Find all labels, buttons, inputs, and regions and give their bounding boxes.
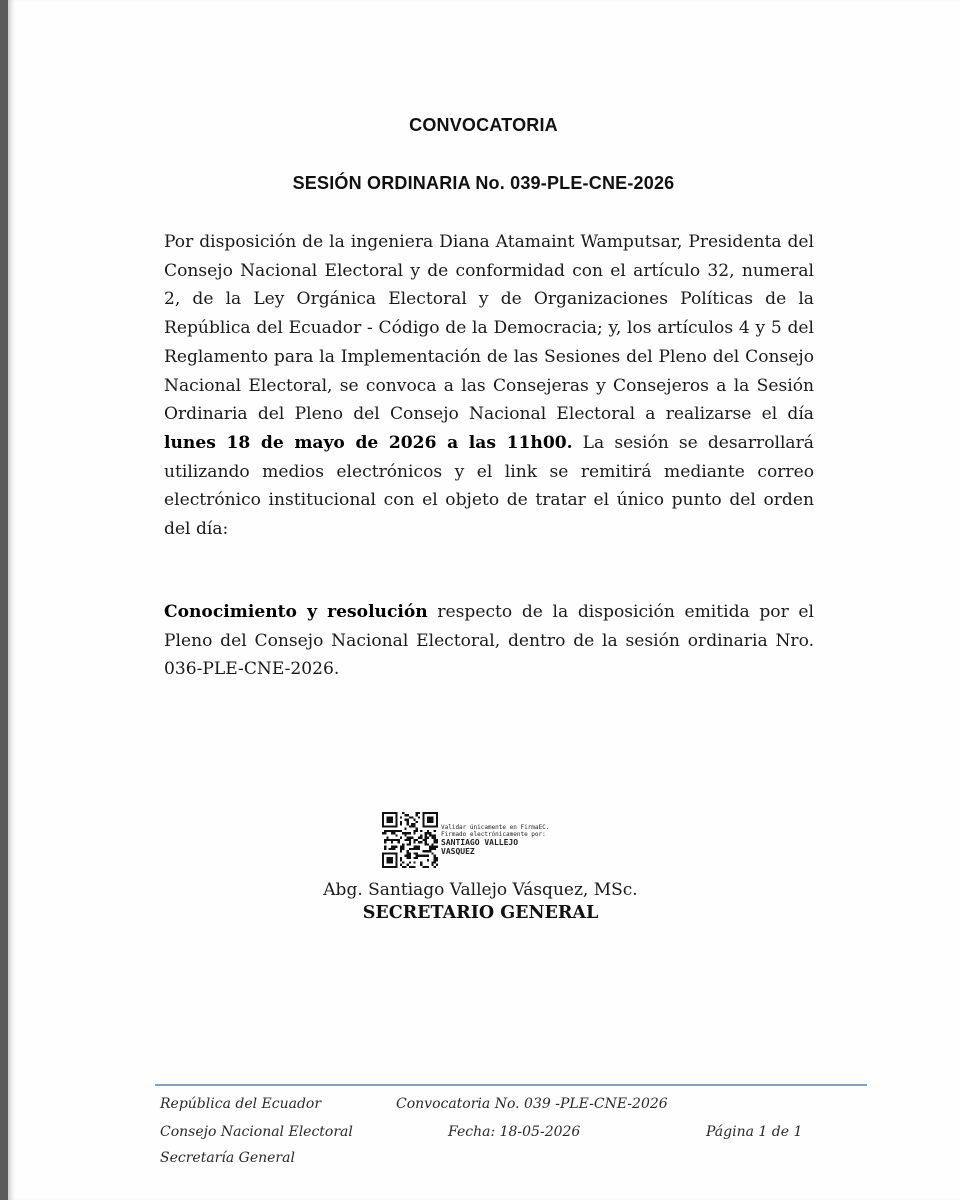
electronic-signature-stamp [382,812,549,868]
agenda-item-title: Conocimiento y resolución [164,602,428,622]
signer-role: SECRETARIO GENERAL [362,903,599,923]
convocation-intro: Por disposición de la ingeniera Diana Atamaint Wamputsar, Presidenta del Consejo Nacional Electoral y de conformidad con el artículo 32, numeral 2, de la Ley Orgánica Electoral y de Organizaciones Políticas de la República del Ecuador - Código de la Democracia; y, los artículos 4 y 5 del Reglamento para la Implementación de las Sesiones del Pleno del Consejo Nacional Electoral, se convoca a las Consejeras y Consejeros a la Sesión Ordinaria del Pleno del Consejo Nacional Electoral a realizarse el día [164,232,814,425]
document-page [8,0,959,1200]
validate-note: Validar únicamente en FirmaEC. [441,824,550,831]
footer-divider [155,1084,867,1086]
agenda-item-description: respecto de la disposición emitida por el Pleno del Consejo Nacional Electoral, dentro de la sesión ordinaria Nro. 036-PLE-CNE-2026. [164,602,814,680]
session-number-heading: SESIÓN ORDINARIA No. 039-PLE-CNE-2026 [292,173,675,193]
footer-institution: Consejo Nacional Electoral [160,1124,353,1140]
signer-name: Abg. Santiago Vallejo Vásquez, MSc. [323,880,638,900]
signer-caps-name: SANTIAGO VALLEJO VASQUEZ [441,838,519,856]
footer-department: Secretaría General [160,1150,295,1166]
signature-stamp-text [441,824,549,856]
agenda-item-paragraph [164,598,814,684]
document-title: CONVOCATORIA [409,115,558,135]
footer-document-reference: Convocatoria No. 039 -PLE-CNE-2026 [396,1096,668,1112]
footer-country: República del Ecuador [160,1096,322,1112]
footer-page-number: Página 1 de 1 [706,1124,803,1140]
convocation-paragraph [164,228,814,544]
signature-qr-code [382,812,438,868]
signed-by-note: Firmado electrónicamente por: [441,831,546,838]
convocation-details: La sesión se desarrollará utilizando medios electrónicos y el link se remitirá mediante correo electrónico institucional con el objeto de tratar el único punto del orden del día: [164,432,814,540]
footer-date: Fecha: 18-05-2026 [448,1124,581,1140]
session-date: lunes 18 de mayo de 2026 a las 11h00. [164,432,573,453]
